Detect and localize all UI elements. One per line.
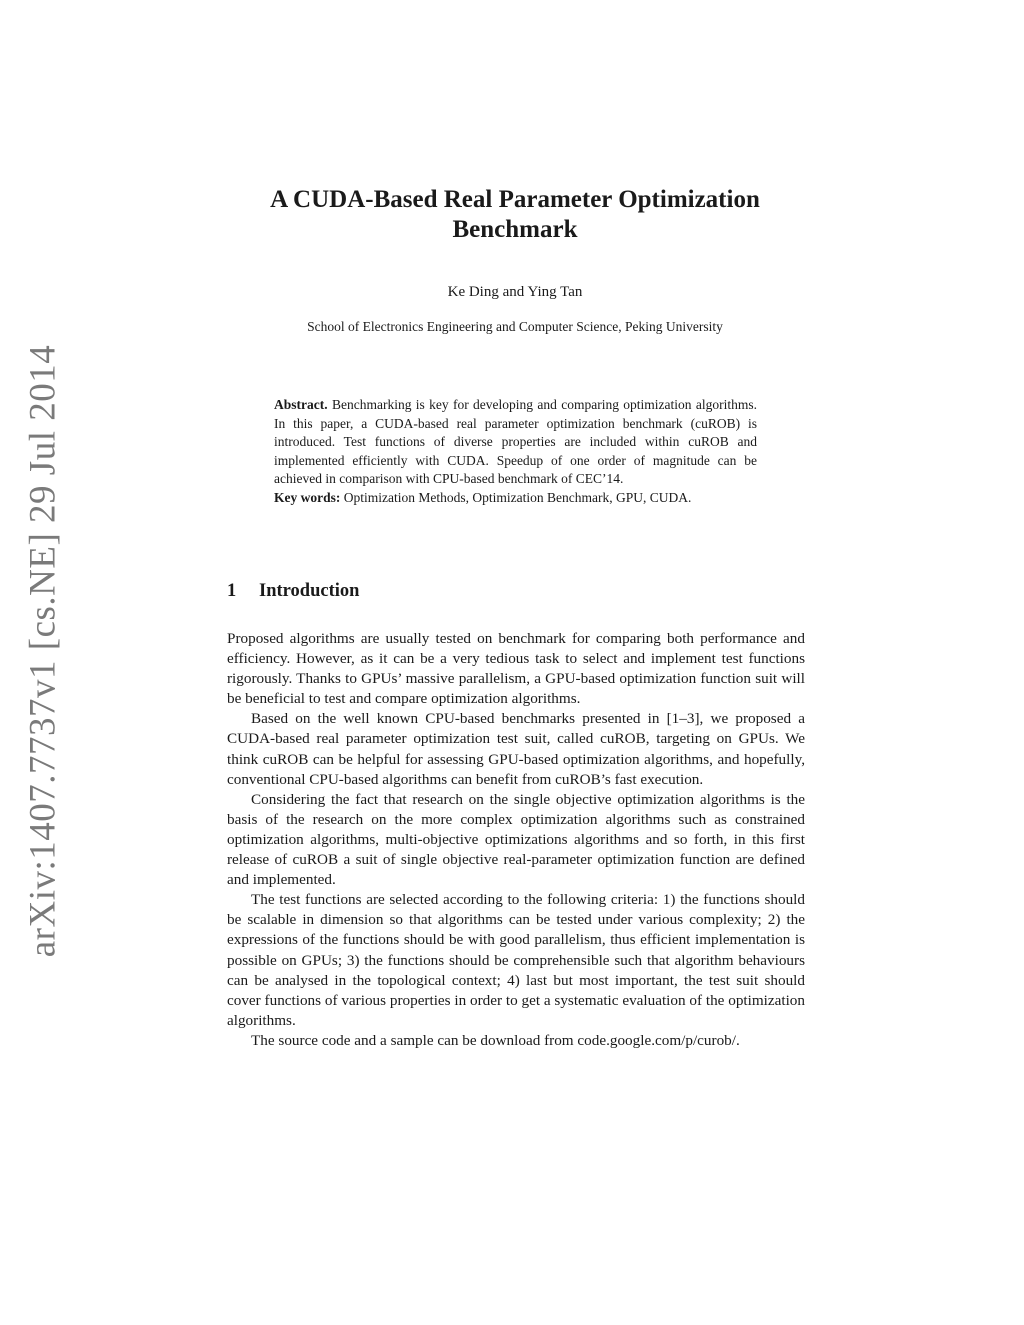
section-heading (227, 581, 359, 602)
keywords-text: Optimization Methods, Optimization Benchmark, GPU, CUDA. (343, 489, 692, 505)
body-paragraph: Proposed algorithms are usually tested on benchmark for comparing both performance and efficiency. However, as it can be a very tedious task to select and implement test functions rigorously. Thanks to GPUs’ massive parallelism, a GPU-based optimization function suit will be beneficial to test and compare optimization algorithms. (227, 630, 805, 708)
abstract-text: Benchmarking is key for developing and comparing optimization algorithms. In this paper, a CUDA-based real parameter optimization benchmark (cuROB) is introduced. Test functions of diverse properties are included within cuROB and implemented efficiently with CUDA. Speedup of one order of magnitude can be achieved in comparison with CPU-based benchmark of CEC’14. (274, 397, 757, 486)
keywords (274, 489, 757, 508)
body-paragraph: The test functions are selected according to the following criteria: 1) the functions should be scalable in dimension so that algorithms can be tested under various complexity; 2) the expressions of the functions should be with good parallelism, thus efficient implementation is possible on GPUs; 3) the functions should be comprehensible such that algorithm behaviours can be analysed in the topological context; 4) last but most important, the test suit should cover functions of various properties in order to get a systematic evaluation of the optimization algorithms. (227, 891, 805, 1029)
paper-title-line-2: Benchmark (452, 216, 578, 243)
paper-title (200, 185, 830, 245)
affiliation: School of Electronics Engineering and Computer Science, Peking University (307, 319, 723, 334)
section-title: Introduction (259, 581, 360, 601)
introduction-body (227, 629, 805, 1051)
section-number: 1 (227, 581, 237, 601)
arxiv-sidebar-stamp: arXiv:1407.7737v1 [cs.NE] 29 Jul 2014 (22, 344, 64, 958)
keywords-label: Key words: (274, 489, 341, 505)
body-paragraph: Based on the well known CPU-based benchmarks presented in [1–3], we proposed a CUDA-based real parameter optimization test suit, called cuROB, targeting on GPUs. We think cuROB can be helpful for assessing GPU-based optimization algorithms, and hopefully, conventional CPU-based algorithms can benefit from cuROB’s fast execution. (227, 710, 805, 788)
abstract (274, 396, 757, 507)
body-paragraph: Considering the fact that research on the single objective optimization algorithms is the basis of the research on the more complex optimization algorithms such as constrained optimization algorithms, multi-objective optimizations algorithms and so forth, in this first release of cuROB a suit of single objective real-parameter optimization function are defined and implemented. (227, 790, 805, 889)
abstract-paragraph (274, 396, 757, 489)
abstract-label: Abstract. (274, 397, 328, 412)
body-paragraph: The source code and a sample can be download from code.google.com/p/curob/. (251, 1031, 740, 1049)
paper-title-line-1: A CUDA-Based Real Parameter Optimization (270, 186, 760, 213)
authors: Ke Ding and Ying Tan (447, 284, 583, 300)
